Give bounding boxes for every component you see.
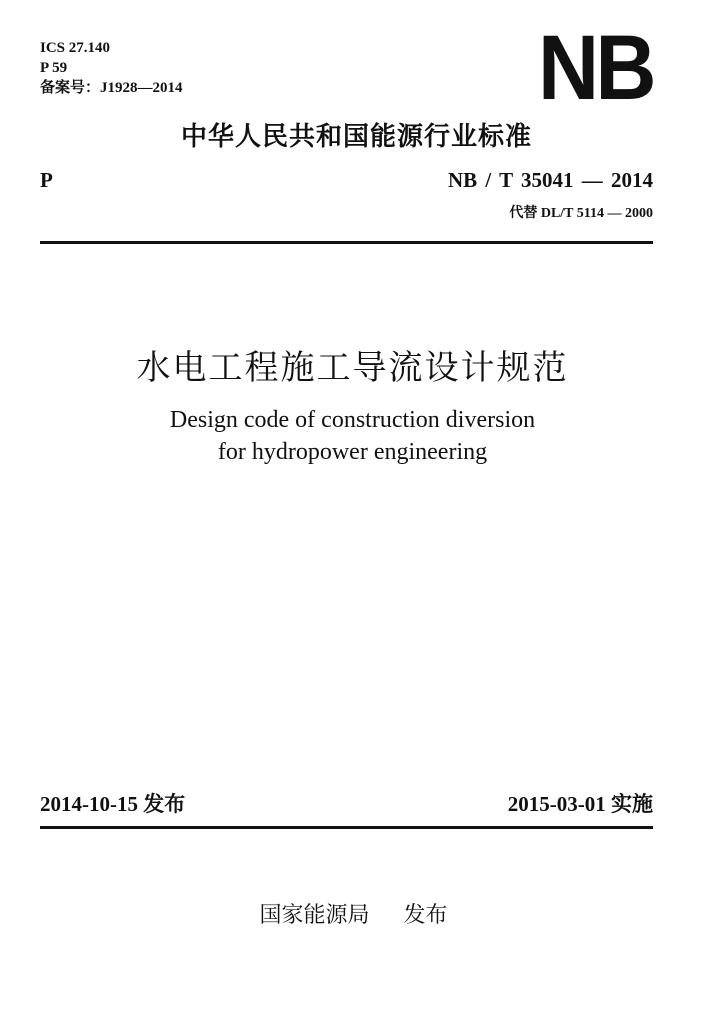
title-english xyxy=(0,404,701,468)
top-divider xyxy=(40,241,653,244)
title-english-line-2: for hydropower engineering xyxy=(217,439,488,465)
meta-block xyxy=(40,38,183,98)
standard-number: NB / T 35041 — 2014 xyxy=(447,168,653,192)
implementation-date: 2015-03-01 实施 xyxy=(507,792,653,816)
filing-number: 备案号：J1928—2014 xyxy=(40,80,183,96)
ics-code: ICS 27.140 xyxy=(40,40,111,56)
replaces-standard: 代替 DL/T 5114 — 2000 xyxy=(509,206,653,221)
bottom-divider xyxy=(40,826,653,829)
publisher-line xyxy=(0,898,701,929)
title-chinese: 水电工程施工导流设计规范 xyxy=(136,348,569,388)
industry-standard-heading: 中华人民共和国能源行业标准 xyxy=(180,122,532,152)
publisher-org: 国家能源局 xyxy=(259,903,370,928)
ccs-code: P 59 xyxy=(40,60,68,76)
title-english-line-1: Design code of construction diversion xyxy=(169,407,536,433)
nb-logo: NB xyxy=(538,17,653,119)
issue-date: 2014-10-15 发布 xyxy=(40,792,186,816)
classification-code: P xyxy=(40,168,53,192)
publisher-action: 发布 xyxy=(403,903,448,928)
